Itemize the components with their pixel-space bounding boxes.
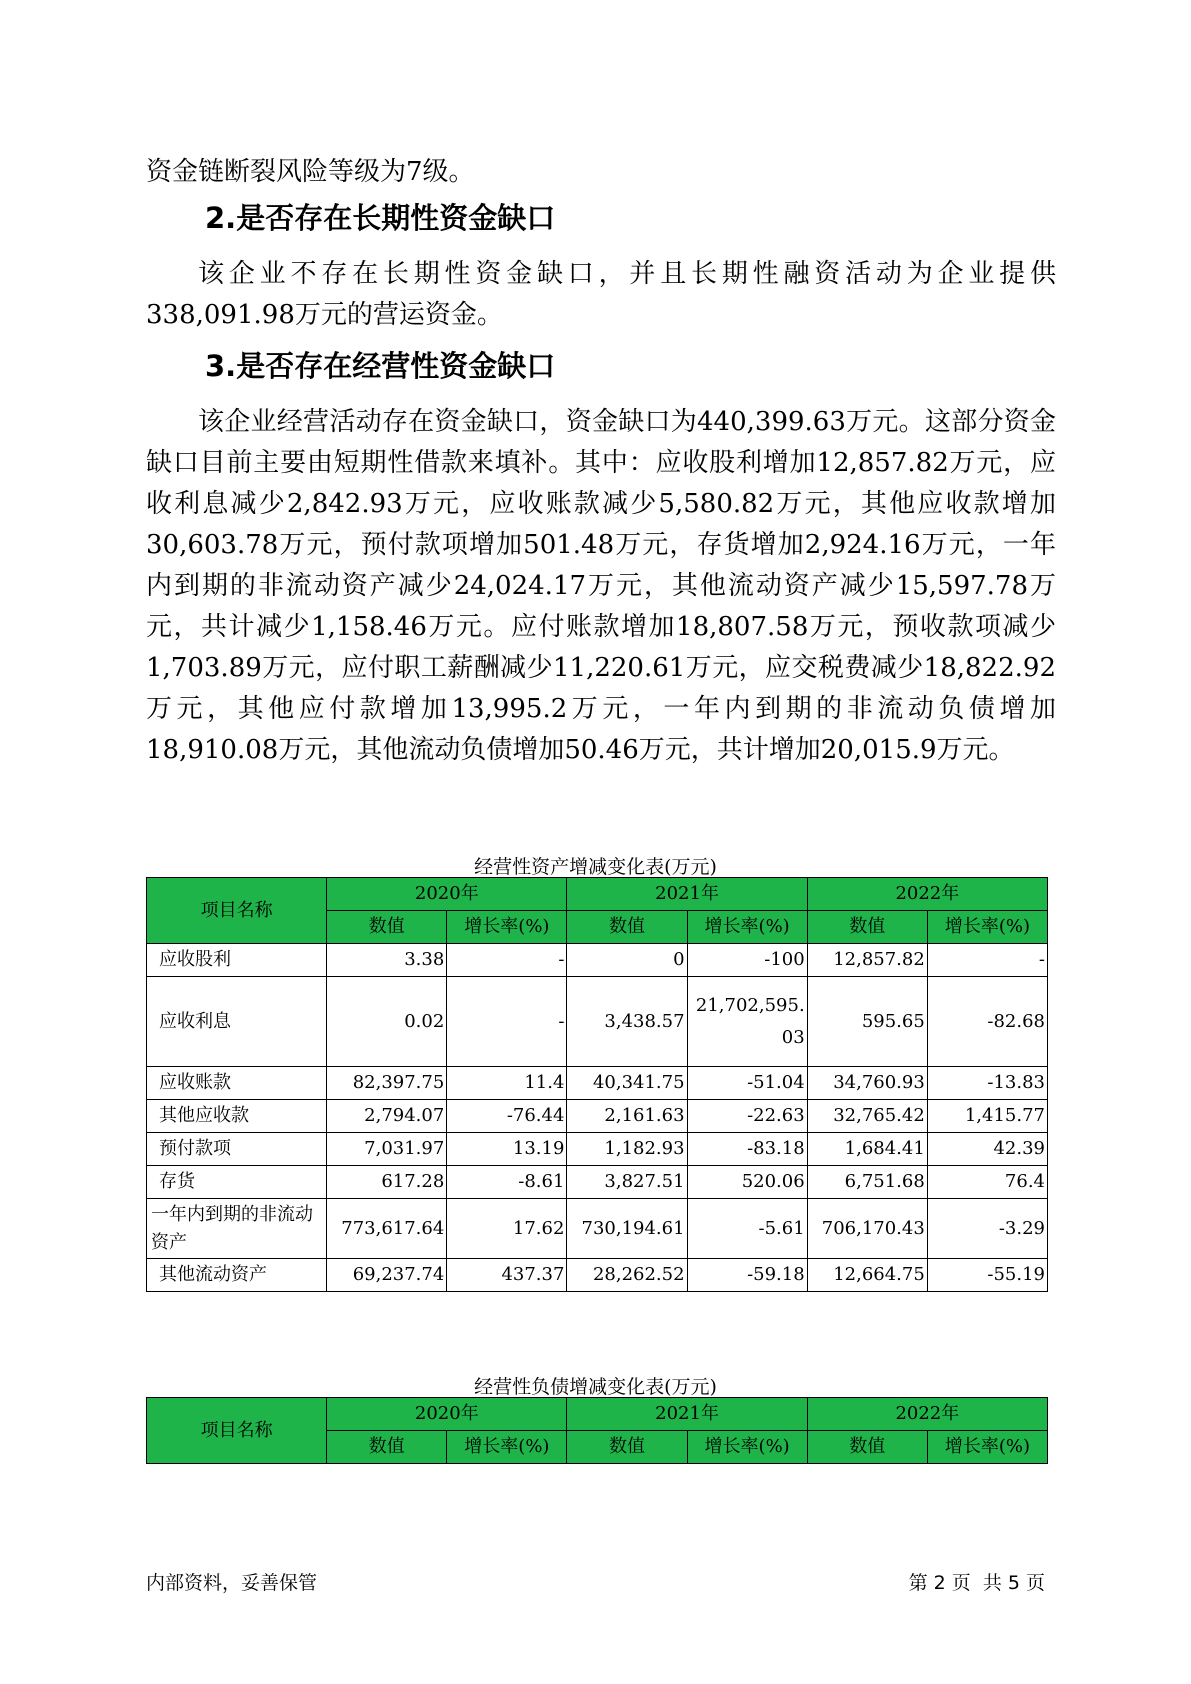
cell-rate: -22.63 [687, 1100, 807, 1133]
cell-value: 730,194.61 [567, 1199, 687, 1259]
cell-value: 595.65 [807, 977, 927, 1067]
cell-rate: - [447, 944, 567, 977]
table-row [147, 1100, 1048, 1133]
cell-rate: -51.04 [687, 1067, 807, 1100]
cell-value: 6,751.68 [807, 1166, 927, 1199]
header-rate: 增长率(%) [447, 1431, 567, 1464]
cell-rate: 520.06 [687, 1166, 807, 1199]
cell-value: 82,397.75 [327, 1067, 447, 1100]
header-year-2020: 2020年 [327, 1398, 567, 1431]
cell-value: 28,262.52 [567, 1259, 687, 1292]
header-value: 数值 [567, 1431, 687, 1464]
cell-value: 34,760.93 [807, 1067, 927, 1100]
cell-rate: -13.83 [927, 1067, 1047, 1100]
table-row [147, 1259, 1048, 1292]
paragraph-long-term-gap: 该企业不存在长期性资金缺口，并且长期性融资活动为企业提供338,091.98万元的营运资金。 [146, 259, 1056, 330]
cell-value: 617.28 [327, 1166, 447, 1199]
operating-assets-table [146, 877, 1048, 1292]
cell-rate: 11.4 [447, 1067, 567, 1100]
table-row [147, 977, 1048, 1067]
cell-value: 706,170.43 [807, 1199, 927, 1259]
header-value: 数值 [327, 1431, 447, 1464]
header-value: 数值 [807, 1431, 927, 1464]
footer-confidential-note: 内部资料，妥善保管 [146, 1572, 318, 1594]
cell-value: 0 [567, 944, 687, 977]
row-name: 一年内到期的非流动资产 [147, 1199, 327, 1259]
cell-value: 32,765.42 [807, 1100, 927, 1133]
header-year-2021: 2021年 [567, 1398, 807, 1431]
paragraph-operating-gap: 该企业经营活动存在资金缺口，资金缺口为440,399.63万元。这部分资金缺口目前主要由短期性借款来填补。其中：应收股利增加12,857.82万元，应收利息减少2,842.93万元，应收账款减少5,580.82万元，其他应收款增加30,603.78万元，预付款项增加501.48万元，存货增加2,924.16万元，一年内到期的非流动资产减少24,024.17万元，其他流动资产减少15,597.78万元，共计减少1,158.46万元。应付账款增加18,807.58万元，预收款项减少1,703.89万元，应付职工薪酬减少11,220.61万元，应交税费减少18,822.92万元，其他应付款增加13,995.2万元，一年内到期的非流动负债增加18,910.08万元，其他流动负债增加50.46万元，共计增加20,015.9万元。 [146, 407, 1056, 765]
cell-rate: -82.68 [927, 977, 1047, 1067]
cell-value: 7,031.97 [327, 1133, 447, 1166]
table-caption-assets: 经营性资产增减变化表(万元) [474, 856, 717, 878]
header-value: 数值 [807, 911, 927, 944]
table-caption-liabilities: 经营性负债增减变化表(万元) [474, 1376, 717, 1398]
cell-rate: -76.44 [447, 1100, 567, 1133]
cell-rate: 76.4 [927, 1166, 1047, 1199]
header-rate: 增长率(%) [687, 1431, 807, 1464]
cell-value: 12,857.82 [807, 944, 927, 977]
cell-value: 3,438.57 [567, 977, 687, 1067]
cell-rate: - [447, 977, 567, 1067]
cell-rate: 1,415.77 [927, 1100, 1047, 1133]
row-name: 预付款项 [147, 1133, 327, 1166]
footer-page-number: 第 2 页 共 5 页 [908, 1572, 1045, 1594]
header-year-2021: 2021年 [567, 878, 807, 911]
cell-rate: -83.18 [687, 1133, 807, 1166]
table-row [147, 944, 1048, 977]
header-rate: 增长率(%) [687, 911, 807, 944]
header-year-2020: 2020年 [327, 878, 567, 911]
cell-rate: 42.39 [927, 1133, 1047, 1166]
cell-value: 12,664.75 [807, 1259, 927, 1292]
row-name: 应收股利 [147, 944, 327, 977]
header-value: 数值 [327, 911, 447, 944]
cell-rate: -5.61 [687, 1199, 807, 1259]
row-name: 应收利息 [147, 977, 327, 1067]
cell-rate: -59.18 [687, 1259, 807, 1292]
cell-rate: 17.62 [447, 1199, 567, 1259]
row-name: 存货 [147, 1166, 327, 1199]
cell-rate: 13.19 [447, 1133, 567, 1166]
row-name: 应收账款 [147, 1067, 327, 1100]
header-item-name: 项目名称 [147, 878, 327, 944]
cell-rate: -100 [687, 944, 807, 977]
table-row [147, 1067, 1048, 1100]
header-rate: 增长率(%) [927, 1431, 1047, 1464]
cell-value: 1,684.41 [807, 1133, 927, 1166]
cell-value: 2,161.63 [567, 1100, 687, 1133]
cell-value: 0.02 [327, 977, 447, 1067]
cell-rate: 21,702,595.03 [687, 977, 807, 1067]
cell-value: 69,237.74 [327, 1259, 447, 1292]
header-value: 数值 [567, 911, 687, 944]
cell-value: 2,794.07 [327, 1100, 447, 1133]
operating-liabilities-table [146, 1397, 1048, 1464]
cell-rate: -55.19 [927, 1259, 1047, 1292]
header-year-2022: 2022年 [807, 878, 1047, 911]
row-name: 其他流动资产 [147, 1259, 327, 1292]
cell-rate: - [927, 944, 1047, 977]
header-item-name: 项目名称 [147, 1398, 327, 1464]
header-rate: 增长率(%) [927, 911, 1047, 944]
section-heading-long-term-gap: 2.是否存在长期性资金缺口 [205, 201, 556, 235]
cell-value: 773,617.64 [327, 1199, 447, 1259]
paragraph-risk-level: 资金链断裂风险等级为7级。 [146, 157, 475, 187]
row-name: 其他应收款 [147, 1100, 327, 1133]
table-row [147, 1133, 1048, 1166]
header-rate: 增长率(%) [447, 911, 567, 944]
cell-rate: 437.37 [447, 1259, 567, 1292]
table-row [147, 1199, 1048, 1259]
cell-value: 40,341.75 [567, 1067, 687, 1100]
cell-value: 1,182.93 [567, 1133, 687, 1166]
section-heading-operating-gap: 3.是否存在经营性资金缺口 [205, 349, 556, 383]
cell-value: 3.38 [327, 944, 447, 977]
table-row [147, 1166, 1048, 1199]
cell-rate: -3.29 [927, 1199, 1047, 1259]
header-year-2022: 2022年 [807, 1398, 1047, 1431]
cell-rate: -8.61 [447, 1166, 567, 1199]
cell-value: 3,827.51 [567, 1166, 687, 1199]
